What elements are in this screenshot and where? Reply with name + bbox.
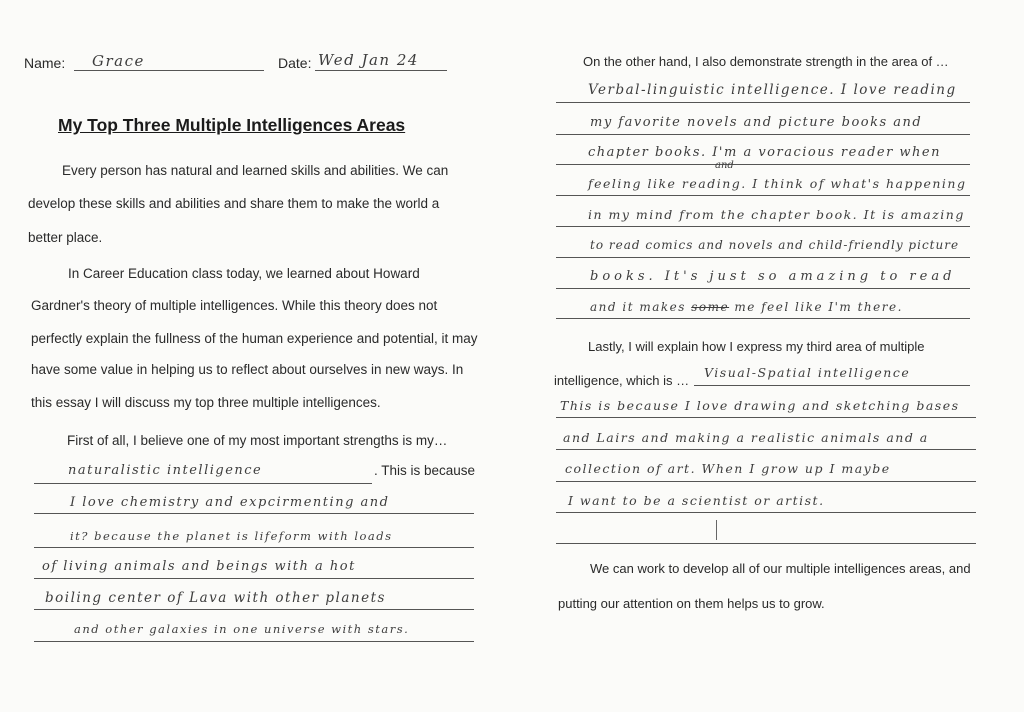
first-after-blank: . This is because: [374, 463, 476, 478]
intro-p1-line: develop these skills and abilities and share them to make the world a: [28, 196, 440, 211]
third-answer-line: collection of art. When I grow up I maybe: [565, 461, 891, 476]
date-value: Wed Jan 24: [318, 51, 419, 69]
second-answer-line: books. It's just so amazing to read: [590, 269, 956, 284]
second-write-line: [556, 134, 970, 135]
closing-line: putting our attention on them helps us to grow.: [558, 596, 825, 611]
second-answer-line: my favorite novels and picture books and: [590, 115, 923, 130]
name-value: Grace: [92, 52, 145, 70]
name-underline: [74, 70, 264, 71]
first-blank-line: [34, 483, 372, 484]
first-answer-line: and other galaxies in one universe with stars.: [74, 622, 410, 636]
first-write-line: [34, 578, 474, 579]
pencil-mark: [716, 520, 717, 540]
second-answer-line: chapter books. I'm a voracious reader when: [588, 145, 941, 160]
second-write-line: [556, 318, 970, 319]
third-write-line: [556, 512, 976, 513]
struck-word: some: [691, 300, 730, 314]
closing-line: We can work to develop all of our multiple intelligences areas, and: [590, 561, 971, 576]
second-answer-line: Verbal-linguistic intelligence. I love reading: [588, 82, 957, 98]
first-write-line: [34, 609, 474, 610]
first-write-line: [34, 547, 474, 548]
first-prompt: First of all, I believe one of my most important strengths is my…: [67, 433, 448, 448]
second-answer-line: feeling like reading. I think of what's happening: [588, 176, 967, 191]
third-write-line: [556, 543, 976, 544]
name-label: Name:: [24, 55, 66, 71]
first-blank-answer: naturalistic intelligence: [68, 463, 263, 478]
intro-p2-line: this essay I will discuss my top three multiple intelligences.: [31, 395, 381, 410]
third-prompt-2: intelligence, which is …: [554, 373, 690, 388]
second-write-line: [556, 164, 970, 165]
second-write-line: [556, 288, 970, 289]
first-answer-line: it? because the planet is lifeform with loads: [70, 529, 393, 543]
third-write-line: [556, 481, 976, 482]
page-title: My Top Three Multiple Intelligences Areas: [58, 115, 406, 135]
first-answer-line: of living animals and beings with a hot: [42, 559, 356, 574]
date-label: Date:: [278, 55, 312, 71]
intro-p2-line: perfectly explain the fullness of the human experience and potential, it may: [31, 331, 478, 346]
inserted-word: and: [715, 160, 734, 171]
third-answer-line: I want to be a scientist or artist.: [568, 493, 825, 508]
intro-p2-line: Gardner's theory of multiple intelligences. While this theory does not: [31, 298, 438, 313]
third-write-line: [556, 449, 976, 450]
line8-start: and it makes: [590, 300, 692, 314]
intro-p2-line: have some value in helping us to reflect about ourselves in new ways. In: [31, 362, 464, 377]
second-answer-line: to read comics and novels and child-friendly picture: [590, 238, 960, 252]
third-prompt: Lastly, I will explain how I express my third area of multiple: [588, 339, 925, 354]
second-write-line: [556, 102, 970, 103]
third-blank-answer: Visual-Spatial intelligence: [704, 365, 911, 380]
date-underline: [315, 70, 447, 71]
intro-p1-line: better place.: [28, 230, 103, 245]
intro-p2-line: In Career Education class today, we learned about Howard: [68, 266, 420, 281]
third-answer-line: This is because I love drawing and sketching bases: [560, 398, 960, 413]
first-answer-line: boiling center of Lava with other planets: [45, 590, 386, 606]
first-answer-line: I love chemistry and expcirmenting and: [70, 495, 390, 510]
third-blank-line: [694, 385, 970, 386]
intro-p1-line: Every person has natural and learned skills and abilities. We can: [62, 163, 449, 178]
first-write-line: [34, 513, 474, 514]
second-write-line: [556, 226, 970, 227]
third-answer-line: and Lairs and making a realistic animals and a: [563, 430, 929, 445]
second-answer-line: in my mind from the chapter book. It is amazing: [588, 207, 965, 222]
second-write-line: [556, 195, 970, 196]
second-answer-line-8: [590, 300, 903, 314]
third-write-line: [556, 417, 976, 418]
second-prompt: On the other hand, I also demonstrate strength in the area of …: [583, 54, 949, 69]
second-write-line: [556, 257, 970, 258]
line8-end: me feel like I'm there.: [729, 300, 903, 314]
first-write-line: [34, 641, 474, 642]
